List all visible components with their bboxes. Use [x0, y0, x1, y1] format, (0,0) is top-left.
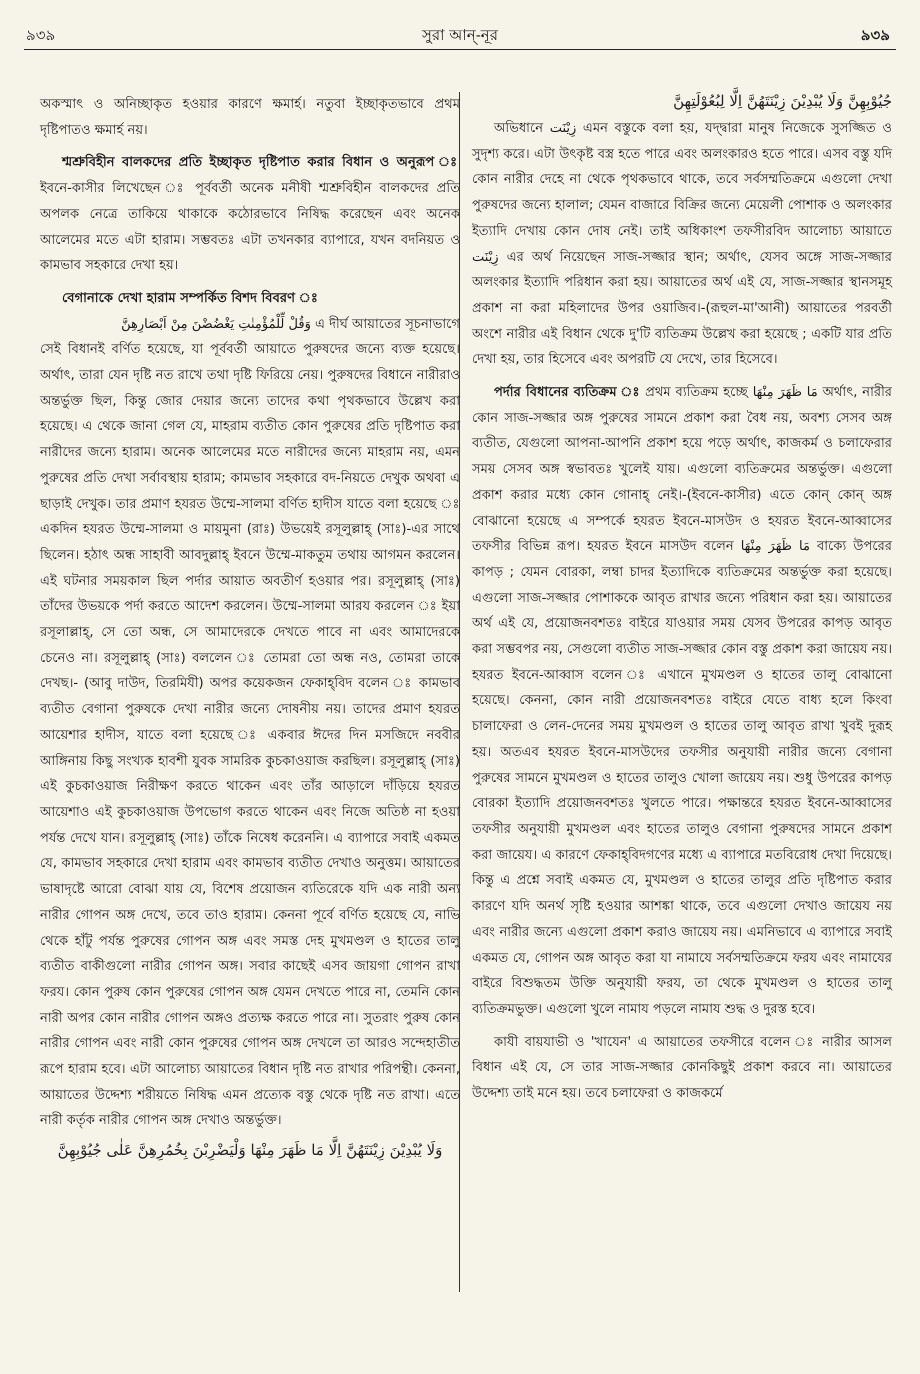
arabic-verse: جُيُوْبِهِنَّ وَلَا يُبْدِيْنَ زِيْنَتَهُنَّ اِلَّا لِبُعُوْلَتِهِنَّ — [673, 92, 892, 110]
page-number-right: ৯৩৯ — [860, 26, 890, 44]
chapter-title: সুরা আন্‌-নূর — [422, 26, 498, 44]
paragraph: অভিধানে زِيْنَت এমন বস্তুকে বলা হয়, যদ্দ্বারা মানুষ নিজেকে সুসজ্জিত ও সুদৃশ্য করে। এটা উৎকৃষ্ট বস্ত্র হতে পারে এবং অলংকারও হতে পারে। এসব বস্তু যদি কোন নারীর দেহে না থেকে পৃথকভাবে থাকে, তবে সর্বসম্মতিক্রমে এগুলো দেখা পুরুষদের জন্যে হালাল; যেমন বাজারে বিক্রির জন্যে মেয়েলী পোশাক ও অলংকার ইত্যাদি দেখায় কোন দোষ নেই। তাই অধিকাংশ তফসীরবিদ আলোচ্য আয়াতে زِيْنَت এর অর্থ নিয়েছেন সাজ-সজ্জার স্থান; অর্থাৎ, যেসব অঙ্গে সাজ-সজ্জার অলংকার ইত্যাদি পরিধান করা হয়। আয়াতের অর্থ এই যে, সাজ-সজ্জার স্থানসমূহ প্রকাশ না করা মহিলাদের উপর ওয়াজিব।-(রূহুল-মা'আনী) আয়াতের পরবর্তী অংশে নারীর এই বিধান থেকে দু'টি ব্যতিক্রম উল্লেখ করা হয়েছে ; একটি যার প্রতি দেখা হয়, তার হিসেবে এবং অপরটি যে দেখে, তার হিসেবে। — [472, 121, 892, 368]
arabic-word: زِيْنَت — [549, 121, 577, 136]
header-rule — [24, 49, 896, 50]
section-heading: শ্মশ্রুবিহীন বালকদের প্রতি ইচ্ছাকৃত দৃষ্টিপাত করার বিধান ও অনুরূপ ঃ — [62, 155, 460, 171]
section-heading: বেগানাকে দেখা হারাম সম্পর্কিত বিশদ বিবরণ ঃ — [62, 290, 318, 306]
arabic-word: مَا ظَهَرَ مِنْهَا — [752, 385, 818, 401]
arabic-word: مَا ظَهَرَ مِنْهَا — [740, 539, 810, 555]
arabic-verse: وَلَا يُبْدِيْنَ زِيْنَتَهُنَّ اِلَّا مَا ظَهَرَ مِنْهَا وَلْيَضْرِبْنَ بِخُمُرِهِنَّ عَلٰى جُيُوْبِهِنَّ — [57, 1141, 443, 1160]
page-header — [0, 20, 920, 50]
arabic-verse: وَقُلْ لِّلْمُؤْمِنٰتِ يَغْضُضْنَ مِنْ اَبْصَارِهِنَّ — [121, 316, 311, 332]
paragraph: সেই বিধানই বর্ণিত হয়েছে, যা পূর্ববর্তী আয়াতে পুরুষদের জন্যে ব্যক্ত হয়েছে। অর্থাৎ, তারা যেন দৃষ্টি নত রাখে তথা দৃষ্টি ফিরিয়ে নেয়। পুরুষদের বিধানে নারীরাও অন্তর্ভুক্ত ছিল, কিন্তু জোর দেয়ার জন্যে তাদের কথা পৃথকভাবে উল্লেখ করা হয়েছে। এ থেকে জানা গেল যে, মাহরাম ব্যতীত কোন পুরুষের প্রতি দৃষ্টিপাত করা নারীদের জন্যে হারাম। অনেক আলেমের মতে নারীদের জন্যে মাহরাম নয়, এমন পুরুষের প্রতি দেখা সর্বাবস্থায় হারাম; কামভাব সহকারে বদ-নিয়তে দেখুক অথবা এ ছাড়াই দেখুক। তার প্রমাণ হযরত উম্মে-সালমা বর্ণিত হাদীস যাতে বলা হয়েছে ঃ একদিন হযরত উম্মে-সালমা ও মায়মুনা (রাঃ) উভয়েই রসূলুল্লাহ্ (সাঃ)-এর সাথে ছিলেন। হঠাৎ অন্ধ সাহাবী আবদুল্লাহ্ ইবনে উম্মে-মাকতুম তথায় আগমন করলেন। এই ঘটনার সময়কাল ছিল পর্দার আয়াত অবতীর্ণ হওয়ার পর। রসূলুল্লাহ্ (সাঃ) তাঁদের উভয়কে পর্দা করতে আদেশ করলেন। উম্মে-সালমা আরয করলেন ঃ ইয়া রসূলাল্লাহ্, সে তো অন্ধ, সে আমাদেরকে দেখতে পাবে না এবং আমাদেরকে চেনেও না। রসূলুল্লাহ্ (সাঃ) বললেন ঃ তোমরা তো অন্ধ নও, তোমরা তাকে দেখছ।- (আবু দাউদ, তিরমিযী) অপর কয়েকজন ফেকাহ্‌বিদ বলেন ঃ কামভাব ব্যতীত বেগানা পুরুষকে দেখা নারীর জন্যে দোষনীয় নয়। তাদের প্রমাণ হযরত আয়েশার হাদীস, যাতে বলা হয়েছে ঃ একবার ঈদের দিন মসজিদে নববীর আঙ্গিনায় কিছু সংখ্যক হাবশী যুবক সামরিক কুচকাওয়াজ করছিল। রসূলুল্লাহ্ (সাঃ) এই কুচকাওয়াজ নিরীক্ষণ করতে থাকেন এবং তাঁর আড়ালে দাঁড়িয়ে হযরত আয়েশাও এই কুচকাওয়াজ উপভোগ করতে থাকেন এবং নিজে অতিষ্ঠ না হওয়া পর্যন্ত দেখে যান। রসূলুল্লাহ্ (সাঃ) তাঁকে নিষেধ করেননি। এ ব্যাপারে সবাই একমত যে, কামভাব সহকারে দেখা হারাম এবং কামভাব ব্যতীত দেখাও অনুত্তম। আয়াতের ভাষাদৃষ্টে আরো বোঝা যায় যে, বিশেষ প্রয়োজন ব্যতিরেকে যদি এক নারী অন্য নারীর গোপন অঙ্গ দেখে, তবে তাও হারাম। কেননা পূর্বে বর্ণিত হয়েছে যে, নাভি থেকে হাঁটু পর্যন্ত পুরুষের গোপন অঙ্গ এবং সমস্ত দেহ মুখমণ্ডল ও হাতের তালু ব্যতীত বাকীগুলো নারীর গোপন অঙ্গ। সবার কাছেই এসব জায়গা গোপন রাখা ফরয। কোন পুরুষ কোন পুরুষের গোপন অঙ্গ যেমন দেখতে পারে না, তেমনি কোন নারী অপর কোন নারীর গোপন অঙ্গও প্রত্যক্ষ করতে পারে না। সুতরাং পুরুষ কোন নারীর গোপন এবং নারী কোন পুরুষের গোপন অঙ্গ দেখলে তা আরও সন্দেহাতীত রূপে হারাম হবে। এটা আলোচ্য আয়াতের বিধান দৃষ্টি নত রাখার পরিপন্থী। কেননা, আয়াতের উদ্দেশ্য শরীয়তে নিষিদ্ধ এমন প্রত্যেক বস্তু থেকে দৃষ্টি নত রাখা। এতে নারী কর্তৃক নারীর গোপন অঙ্গ দেখাও অন্তর্ভুক্ত। — [40, 342, 460, 1129]
section-heading: পর্দার বিধানের ব্যতিক্রম ঃ — [494, 385, 641, 401]
paragraph: পর্দার বিধানের ব্যতিক্রম ঃ প্রথম ব্যতিক্রম হচ্ছে مَا ظَهَرَ مِنْهَا অর্থাৎ, নারীর কোন সাজ-সজ্জার অঙ্গ পুরুষের সামনে প্রকাশ করা বৈধ নয়, অবশ্য সেসব অঙ্গ ব্যতীত, যেগুলো আপনা-আপনি প্রকাশ হয়ে পড়ে অর্থাৎ, কাজকর্ম ও চলাফেরার সময় সেসব অঙ্গ স্বভাবতঃ খুলেই যায়। এগুলো ব্যতিক্রমের অন্তর্ভুক্ত। এগুলো প্রকাশ করার মধ্যে কোন গোনাহ্ নেই।-(ইবনে-কাসীর) এতে কোন্ কোন্ অঙ্গ বোঝানো হয়েছে এ সম্পর্কে হযরত ইবনে-মাসউদ ও হযরত ইবনে-আব্বাসের তফসীর বিভিন্ন রূপ। হযরত ইবনে মাসউদ বলেন مَا ظَهَرَ مِنْهَا বাক্যে উপরের কাপড় ; যেমন বোরকা, লম্বা চাদর ইত্যাদিকে ব্যতিক্রমের অন্তর্ভুক্ত করা হয়েছে। এগুলো সাজ-সজ্জার পোশাককে আবৃত রাখার জন্যে পরিধান করা হয়। আয়াতের অর্থ এই যে, প্রয়োজনবশতঃ বাইরে যাওয়ার সময় যেসব উপরের কাপড় আবৃত করা সম্ভবপর নয়, সেগুলো ব্যতীত সাজ-সজ্জার কোন বস্তু প্রকাশ করা জায়েয নয়। হযরত ইবনে-আব্বাস বলেন ঃ এখানে মুখমণ্ডল ও হাতের তালু বোঝানো হয়েছে। কেননা, কোন নারী প্রয়োজনবশতঃ বাইরে যেতে বাধ্য হলে কিংবা চালাফেরা ও লেন-দেনের সময় মুখমণ্ডল ও হাতের তালু আবৃত রাখা খুবই দুরূহ হয়। অতএব হযরত ইবনে-মাসউদের তফসীর অনুযায়ী নারীর জন্যে বেগানা পুরুষের সামনে মুখমণ্ডল ও হাতের তালুও খোলা জায়েয নয়। শুধু উপরের কাপড় বোরকা ইত্যাদি প্রয়োজনবশতঃ খুলতে পারে। পক্ষান্তরে হযরত ইবনে-আব্বাসের তফসীর অনুযায়ী মুখমণ্ডল এবং হাতের তালুও বেগানা পুরুষদের সামনে প্রকাশ করা জায়েয। এ কারণে ফেকাহ্‌বিদগণের মধ্যে এ ব্যাপারে মতবিরোধ দেখা দিয়েছে। কিন্তু এ প্রশ্নে সবাই একমত যে, মুখমণ্ডল ও হাতের তালুর প্রতি দৃষ্টিপাত করার কারণে যদি অনর্থ সৃষ্টি হওয়ার আশঙ্কা থাকে, তবে এগুলো দেখাও জায়েয নয় এবং নারীর জন্যে এগুলো প্রকাশ করাও জায়েয নয়। এমনিভাবে এ ব্যাপারে সবাই একমত যে, গোপন অঙ্গ আবৃত করা যা নামাযে সর্বসম্মতিক্রমে ফরয এবং নামাযের বাইরে বিশুদ্ধতম উক্তি অনুযায়ী ফরয, তা থেকে মুখমণ্ডল ও হাতের তালু ব্যতিক্রমভুক্ত। এগুলো খুলে নামায পড়লে নামায শুদ্ধ ও দুরস্ত হবে। — [472, 385, 893, 1017]
paragraph: কাযী বায়যাভী ও 'খাযেন' এ আয়াতের তফসীরে বলেন ঃ নারীর আসল বিধান এই যে, সে তার সাজ-সজ্জার কোনকিছুই প্রকাশ করবে না। আয়াতের উদ্দেশ্য তাই মনে হয়। তবে চলাফেরা ও কাজকর্মে — [472, 1034, 892, 1102]
paragraph: وَقُلْ لِّلْمُؤْمِنٰتِ يَغْضُضْنَ مِنْ اَبْصَارِهِنَّ এ দীর্ঘ আয়াতের সূচনাভাগে — [121, 316, 460, 332]
paragraph: শ্মশ্রুবিহীন বালকদের প্রতি ইচ্ছাকৃত দৃষ্টিপাত করার বিধান ও অনুরূপ ঃ ইবনে-কাসীর লিখেছেন ঃ পূর্ববর্তী অনেক মনীষী শ্মশ্রুবিহীন বালকদের প্রতি অপলক নেত্রে তাকিয়ে থাকাকে কঠোরভাবে নিষিদ্ধ করেছেন এবং অনেক আলেমের মতে এটা হারাম। সম্ভবতঃ এটা তখনকার ব্যাপারে, যখন বদনিয়ত ও কামভাব সহকারে দেখা হয়। — [40, 155, 460, 274]
page-number-left: ৯৩৯ — [26, 26, 56, 44]
paragraph — [40, 286, 460, 312]
paragraph: অকস্মাৎ ও অনিচ্ছাকৃত হওয়ার কারণে ক্ষমার্হ। নতুবা ইচ্ছাকৃতভাবে প্রথম দৃষ্টিপাতও ক্ষমার্হ নয়। — [40, 97, 460, 138]
right-column — [472, 92, 892, 1114]
arabic-word: زِيْنَت — [472, 249, 499, 265]
left-column — [40, 92, 460, 1159]
